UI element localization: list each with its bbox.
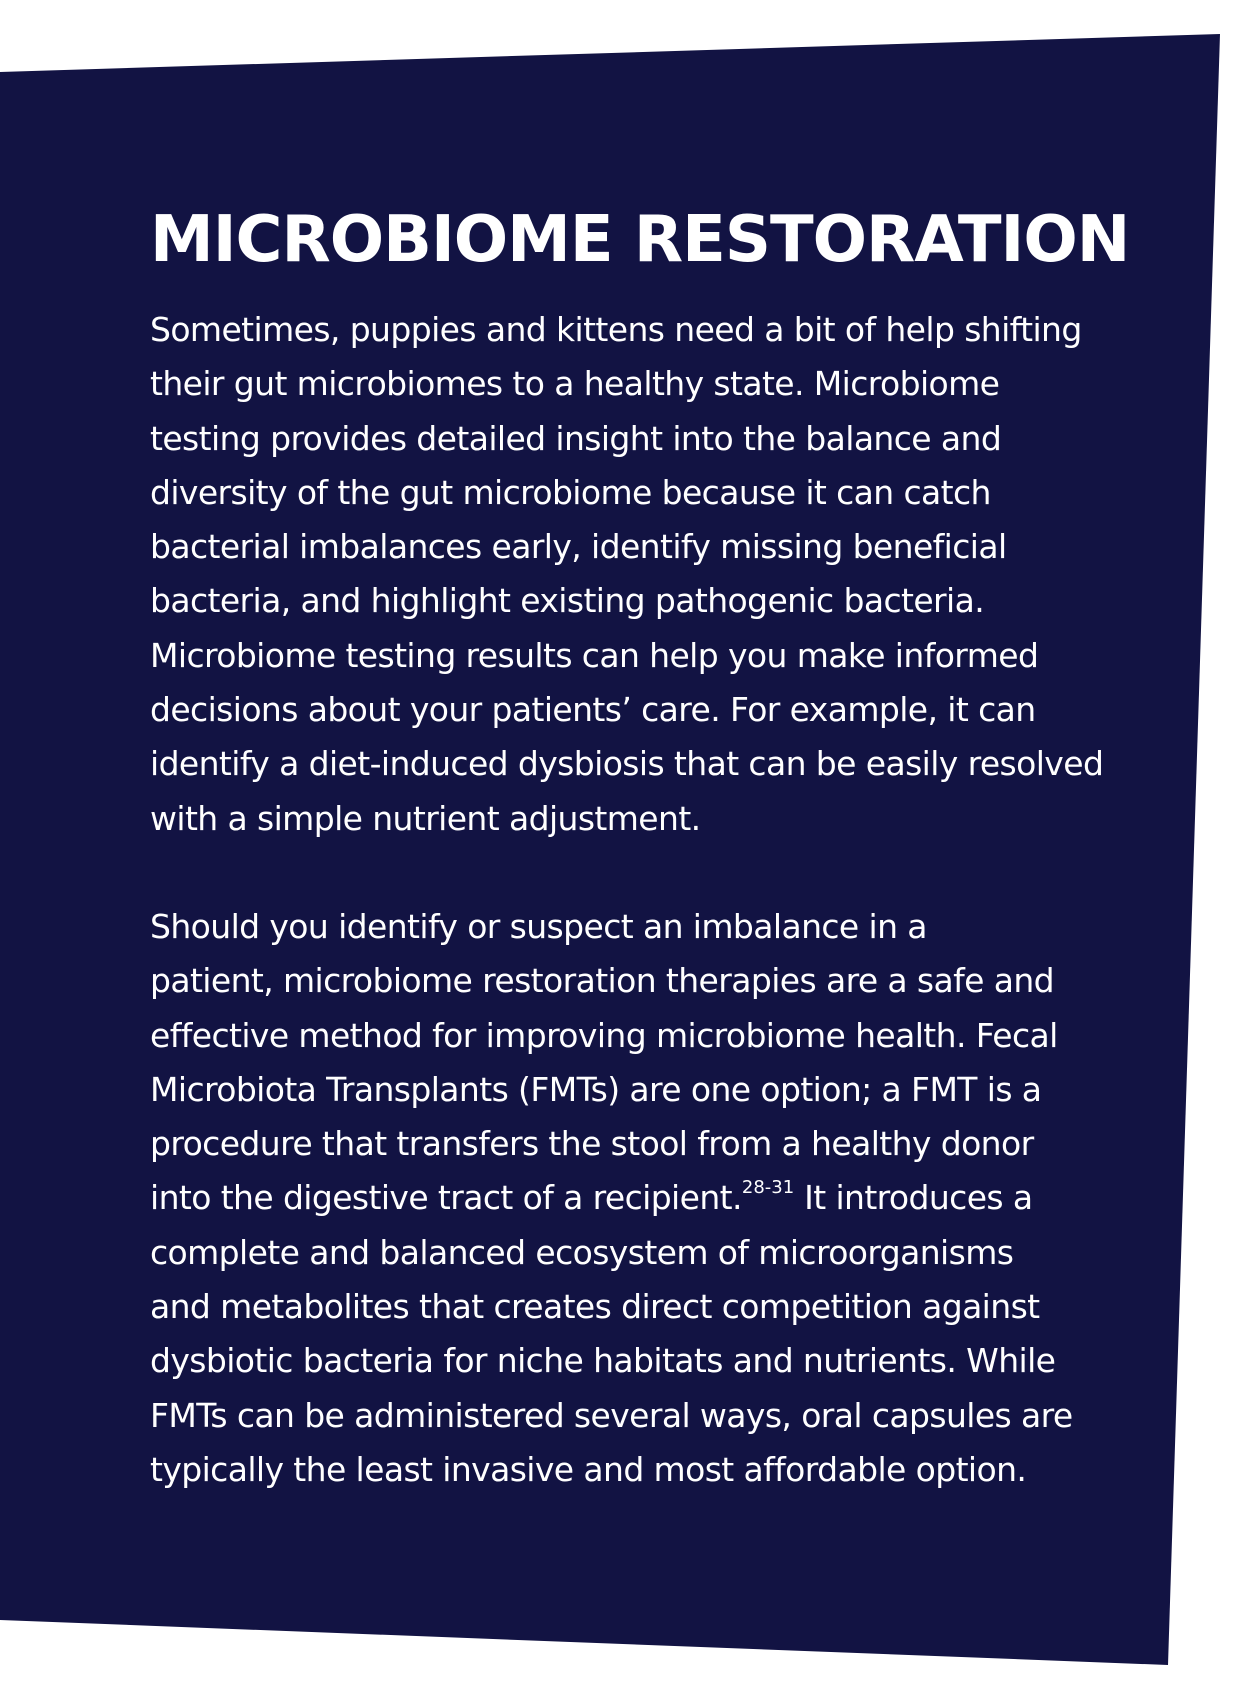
- text-line-with-citation: [150, 1171, 1160, 1225]
- text-line: with a simple nutrient adjustment.: [150, 798, 701, 838]
- text-line: and metabolites that creates direct competition against: [150, 1287, 1040, 1327]
- text-line: Microbiota Transplants (FMTs) are one option; a FMT is a: [150, 1069, 1042, 1109]
- citation-line-start: into the digestive tract of a recipient.: [150, 1178, 742, 1218]
- text-line: effective method for improving microbiome health. Fecal: [150, 1015, 1058, 1055]
- text-line: their gut microbiomes to a healthy state. Microbiome: [150, 364, 1000, 404]
- text-line: FMTs can be administered several ways, oral capsules are: [150, 1395, 1073, 1435]
- citation-line-end: It introduces a: [794, 1178, 1033, 1218]
- article-title: MICROBIOME RESTORATION: [150, 203, 1130, 277]
- text-line: bacterial imbalances early, identify missing beneficial: [150, 527, 1007, 567]
- text-line: complete and balanced ecosystem of microorganisms: [150, 1232, 1014, 1272]
- text-line: identify a diet-induced dysbiosis that can be easily resolved: [150, 744, 1104, 784]
- paragraph-microbiome-testing: [150, 303, 1160, 846]
- text-line: diversity of the gut microbiome because it can catch: [150, 472, 991, 512]
- paragraph-restoration-therapies: [150, 900, 1160, 1497]
- citation-superscript: 28-31: [741, 1177, 795, 1199]
- text-line: patient, microbiome restoration therapies are a safe and: [150, 961, 1055, 1001]
- text-line: Microbiome testing results can help you make informed: [150, 635, 1039, 675]
- text-line: typically the least invasive and most affordable option.: [150, 1449, 1027, 1489]
- text-line: bacteria, and highlight existing pathogenic bacteria.: [150, 581, 985, 621]
- article-content: [150, 205, 1160, 1497]
- text-line: Should you identify or suspect an imbalance in a: [150, 906, 927, 946]
- paragraph-spacer: [150, 846, 1160, 900]
- text-line: dysbiotic bacteria for niche habitats and nutrients. While: [150, 1341, 1056, 1381]
- text-line: Sometimes, puppies and kittens need a bit of help shifting: [150, 310, 1082, 349]
- text-line: procedure that transfers the stool from a healthy donor: [150, 1124, 1034, 1164]
- text-line: decisions about your patients’ care. For example, it can: [150, 690, 1036, 730]
- text-line: testing provides detailed insight into the balance and: [150, 418, 1002, 458]
